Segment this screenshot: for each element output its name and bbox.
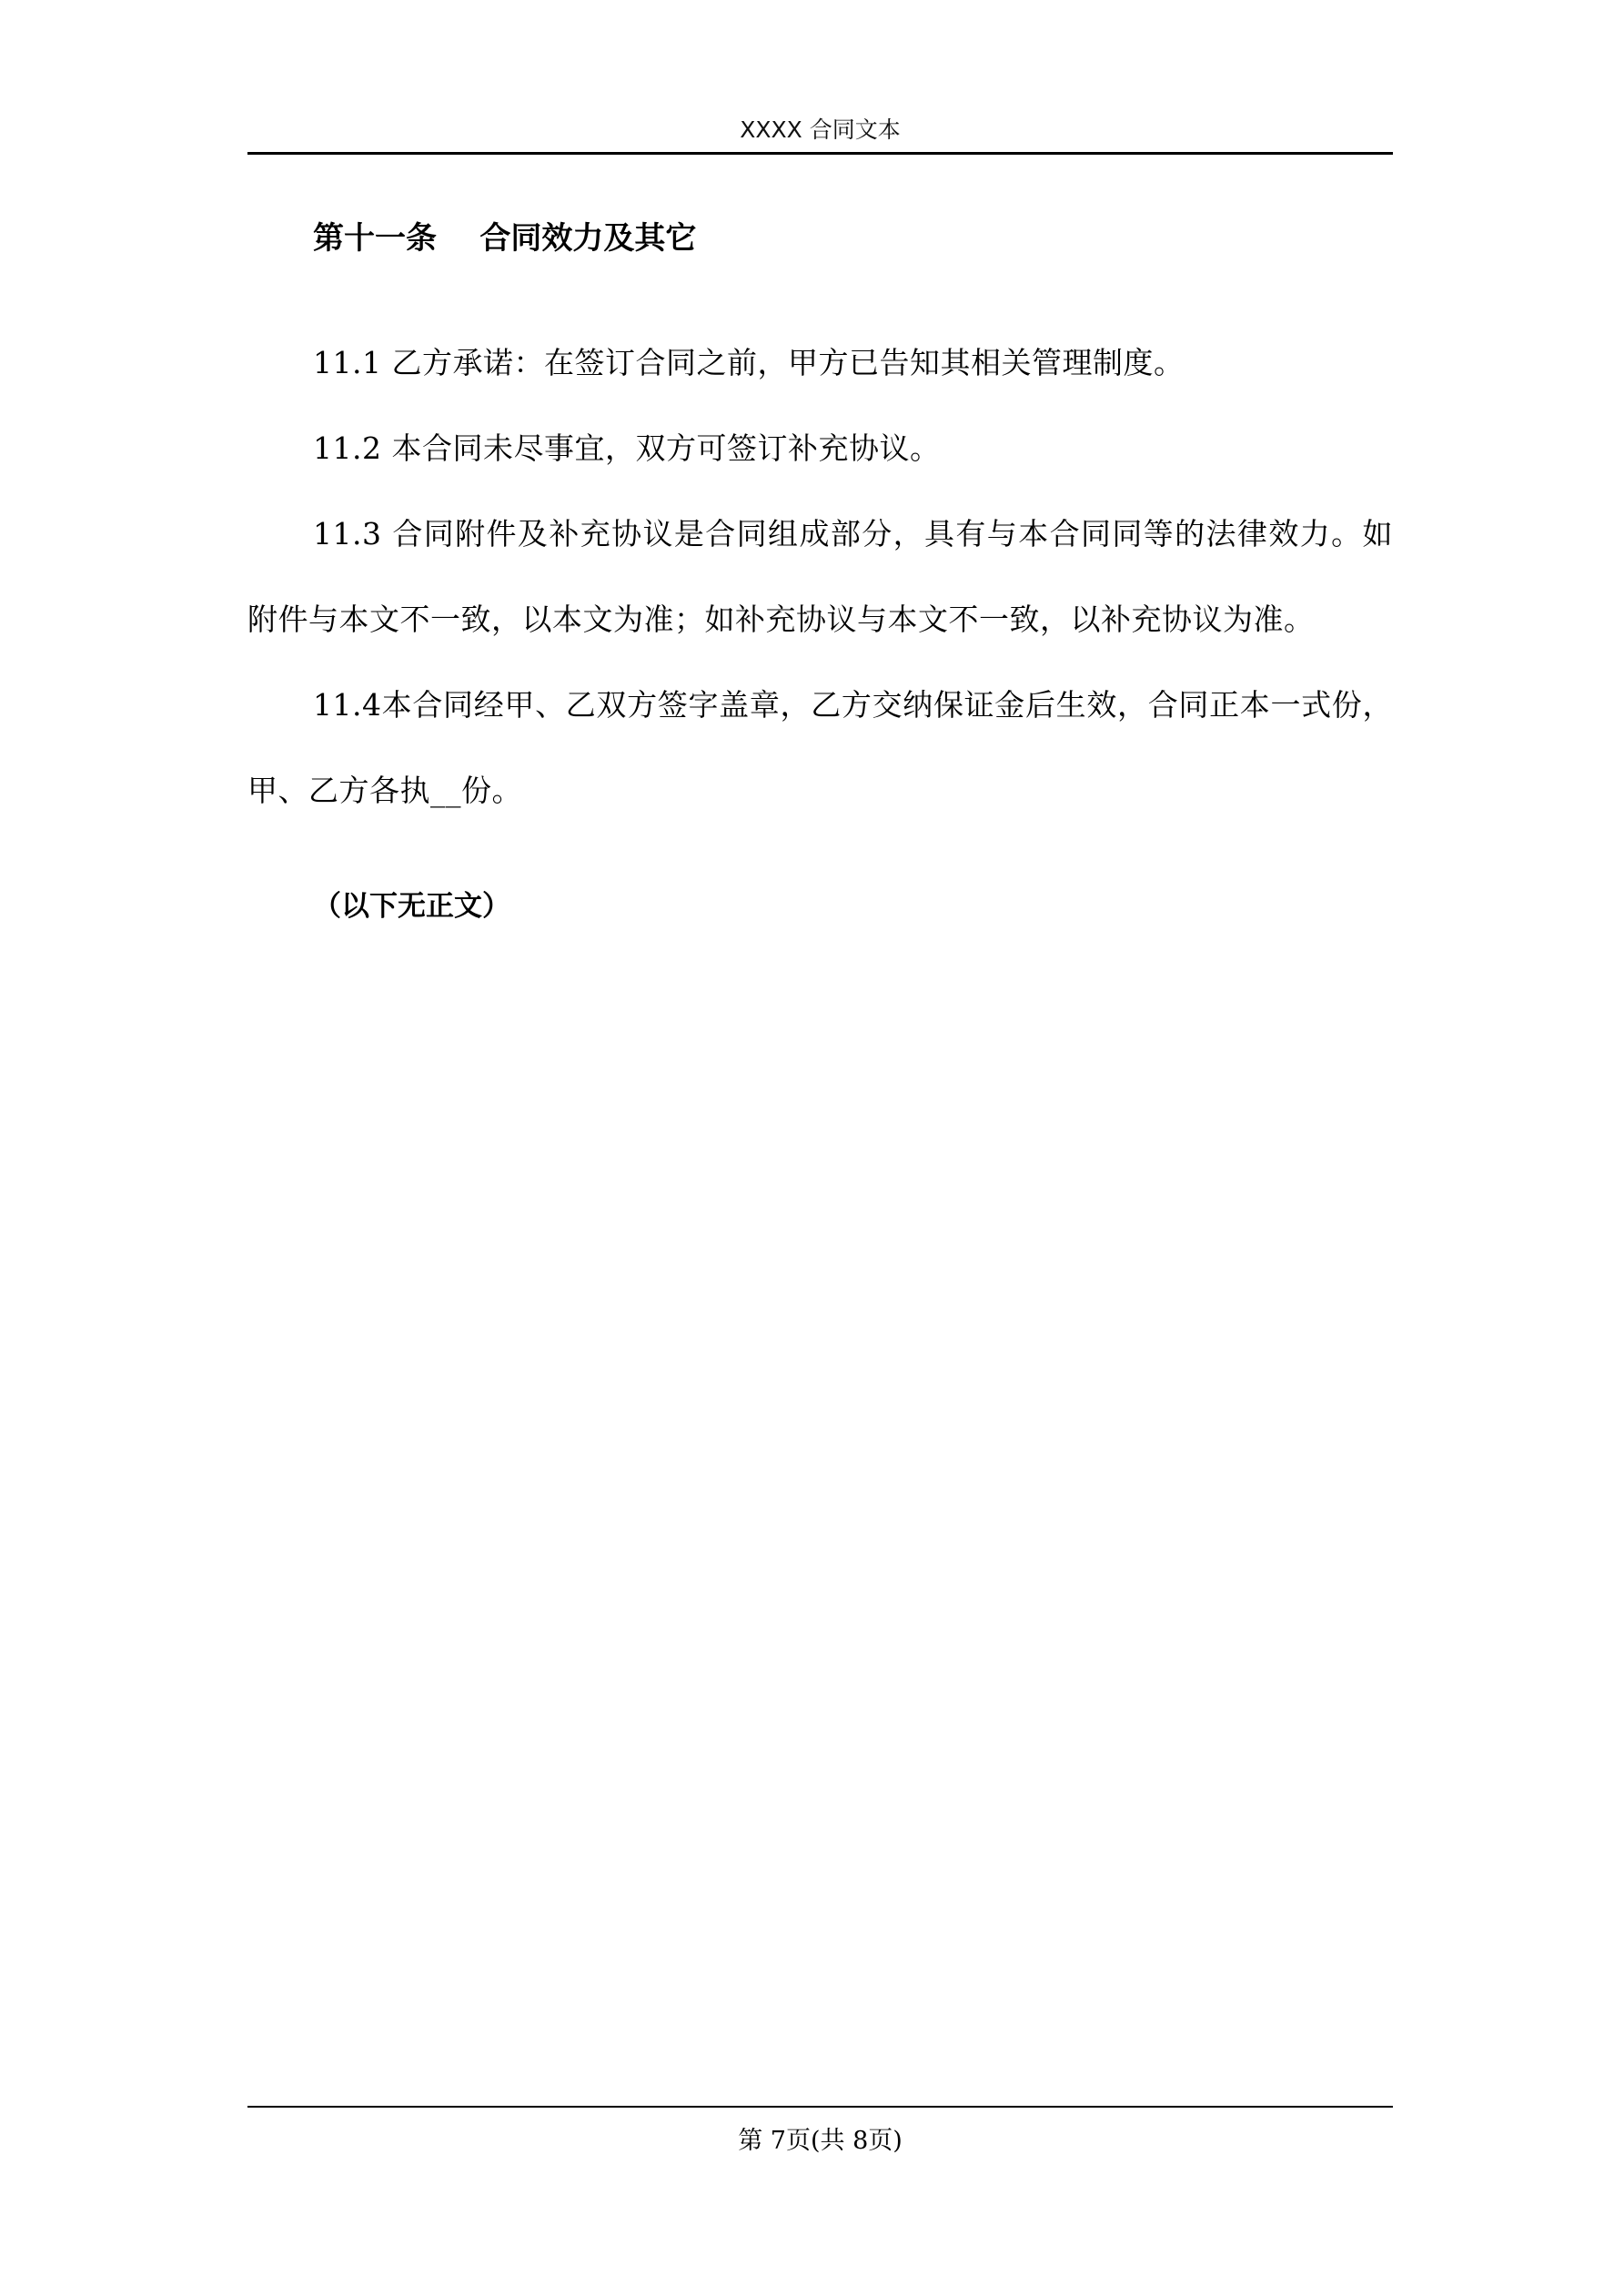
end-of-text-note: （以下无正文）: [313, 890, 510, 923]
page-number: 第 7页(共 8页): [738, 2127, 903, 2155]
article-title: 第十一条 合同效力及其它: [313, 220, 697, 257]
clause-11-3: 11.3 合同附件及补充协议是合同组成部分，具有与本合同同等的法律效力。如附件与本文不一致，以本文为准；如补充协议与本文不一致，以补充协议为准。: [247, 516, 1393, 637]
clause-11-2: 11.2 本合同未尽事宜，双方可签订补充协议。: [313, 430, 941, 466]
header-divider: [247, 152, 1393, 155]
clause-11-1: 11.1 乙方承诺：在签订合同之前，甲方已告知其相关管理制度。: [313, 345, 1185, 380]
footer-divider: [247, 2106, 1393, 2108]
page-header-title: XXXX 合同文本: [740, 116, 901, 143]
clause-11-4: 11.4本合同经甲、乙双方签字盖章，乙方交纳保证金后生效，合同正本一式份，甲、乙方各执__份。: [247, 687, 1393, 808]
